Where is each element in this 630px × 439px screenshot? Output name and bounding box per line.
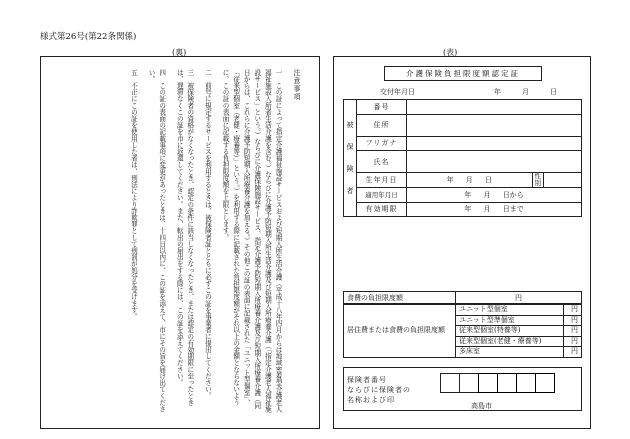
residence-amount[interactable]: 円 [564,347,582,358]
residence-type: 従来型個室(老健・療養等) [456,336,564,347]
name-field[interactable] [407,151,582,173]
insurer-digit-box[interactable] [497,373,517,393]
residence-amount[interactable]: 円 [564,326,582,337]
insurer-digit-box[interactable] [535,373,555,393]
notes-body [121,69,283,414]
notes-panel [40,56,320,429]
issue-month: 月 [522,88,529,96]
residence-limit-table [343,304,582,358]
residence-type: 多床室 [456,347,564,358]
insurer-city: 高島市 [471,402,492,410]
number-field[interactable] [407,100,582,115]
insured-side-label: 被 保 険 者 [344,100,357,217]
name-label: 氏名 [357,151,407,173]
back-label: (裏) [172,48,187,57]
certificate-panel [333,56,591,429]
form-number: 様式第26号(第22条関係) [40,32,137,42]
residence-limit-label: 居住費または食費の負担限度額 [344,305,456,358]
issue-day: 日 [550,88,557,96]
gender-field[interactable] [544,173,582,188]
residence-type: ユニット型準個室 [456,315,564,326]
address-label: 住所 [357,114,407,136]
issue-year: 年 [494,88,501,96]
note-item: 三 被保険者の資格がなくなったとき、認定の条件に該当しなくなったとき、または認定の有効期限に至ったときは、遅滞なくこの証を市に返還してください。また、転出の届出をする際には、この証を添えてください。 [175,69,194,406]
applicable-date-field[interactable]: 年 月 日から [407,188,582,203]
insurer-label: 保険者番号 ならびに保険者の 名称および印 [347,376,411,404]
residence-amount[interactable]: 円 [564,305,582,316]
residence-amount[interactable]: 円 [564,336,582,347]
insurer-number-boxes [441,373,555,393]
notes-title: 注意事項 [293,69,301,101]
residence-amount[interactable]: 円 [564,315,582,326]
valid-until-field[interactable]: 年 月 日まで [407,202,582,217]
note-item: 五 不正にこの証を使用した者は、刑法により詐欺罪として刑罰が処分を受けます。 [129,69,138,320]
residence-type: 従来型個室(特養等) [456,326,564,337]
note-item: 二 前号に規定するサービスを利用するときは、被保険者証とともに必ずこの証を事業者に提出してください。 [203,69,212,400]
note-item: 一 この証によって指定介護福祉施設サービスおよび短期入所生活介護（平成十八年四月からは地域密着型介護老人福祉施設入所者生活介護を含む。）ならびに介護予防短期入所生活介護及び短期入所療養介護（「指定介護老人福祉施設サービス」という。）ならびに介護保険施設サービス、指定介護予防短期入所療養介護及び短期入所療養介護（同日からは、これらに介護予防短期入所療養介護を加える。）その他この証の表面に記載された「ユニット型個室」、「従来型個室（老健・療養等）」という。）を利用する際に記載された負担限度額がそれ以上の金額とならないように、この証の表面に記載する負担限度額を上限とします。 [221,69,282,413]
gender-label: 性別 [532,173,544,188]
insured-info-table [343,99,582,217]
insurer-digit-box[interactable] [478,373,498,393]
note-item: 四 この証の表面の記載事項に変更があったときは、十四日以内に、この証を添えて、市にその旨を届け出てください。 [147,69,166,413]
valid-until-label: 有効期限 [357,202,407,217]
insurer-digit-box[interactable] [516,373,536,393]
insurer-digit-box[interactable] [459,373,479,393]
card-title: 介護保険負担限度額認定証 [384,66,542,81]
front-label: (表) [443,48,458,57]
birthdate-label: 生年月日 [357,173,407,188]
food-limit-label: 食費の負担限度額 [344,292,456,304]
applicable-date-label: 適用年月日 [357,188,407,203]
birthdate-field[interactable]: 年 月 日 [407,173,533,188]
furigana-label: フリガナ [357,136,407,151]
food-limit-value[interactable]: 円 [456,292,582,304]
number-label: 番号 [357,100,407,115]
insurer-box [343,367,582,411]
residence-type: ユニット型個室 [456,305,564,316]
issue-date-label: 交付年月日 [380,88,415,96]
furigana-field[interactable] [407,136,582,151]
food-limit-table [343,291,582,304]
insurer-digit-box[interactable] [440,373,460,393]
address-field[interactable] [407,114,582,136]
